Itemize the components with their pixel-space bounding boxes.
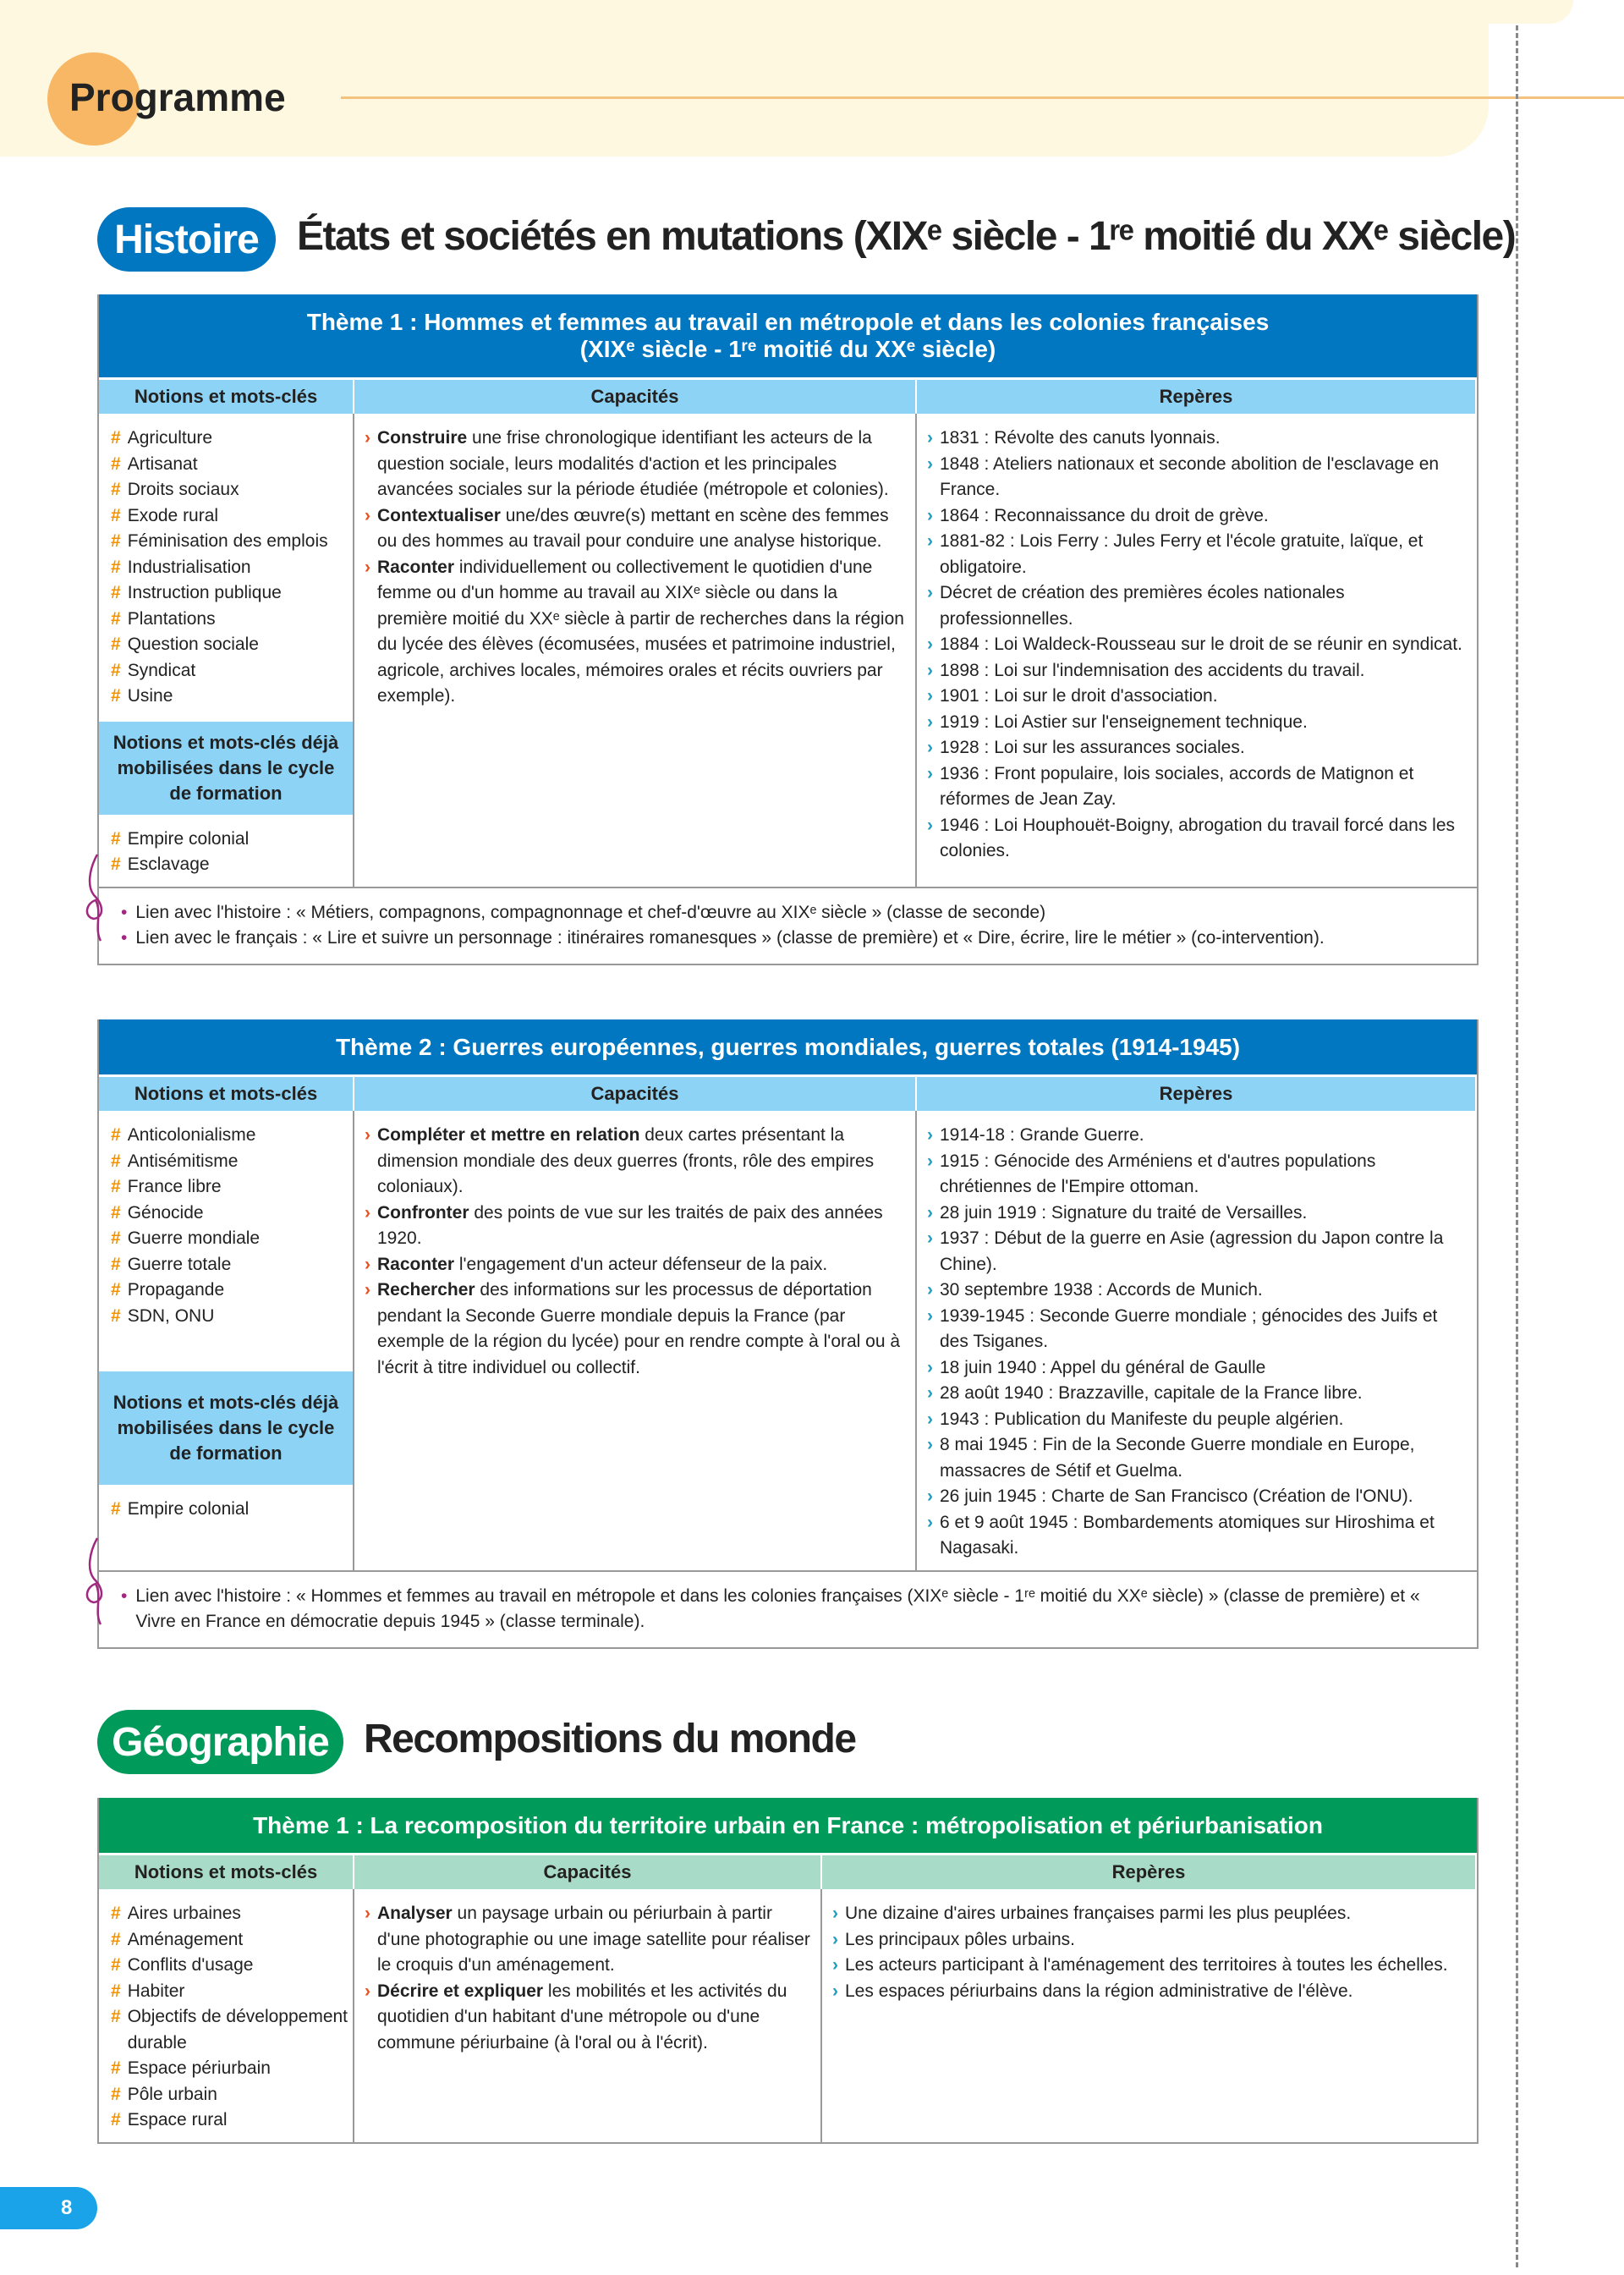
capacite-text — [377, 555, 905, 710]
notion-label: Anticolonialisme — [127, 1125, 256, 1145]
notion-label: Génocide — [127, 1202, 204, 1223]
hash-icon: # — [111, 428, 121, 448]
notion-label: Pôle urbain — [127, 2084, 217, 2104]
hash-icon: # — [111, 505, 121, 525]
hash-icon: # — [111, 635, 121, 654]
capacite-item — [365, 503, 905, 555]
lien-item — [121, 1584, 1455, 1635]
capacite-desc: individuellement ou collectivement le quotidien d'une femme ou d'un homme au travail au XIXᵉ siècle ou dans la première moitié du XXᵉ siècle à partir de recherches dans la région du lycée des élèves (écomusées, musées et patrimoine industriel, agricole, archives locales, mémoires orales et récits ouvriers par exemple). — [377, 557, 904, 706]
column-header: Notions et mots-clés — [99, 1077, 354, 1111]
capacite-text — [377, 1201, 905, 1252]
repere-item — [927, 1149, 1467, 1201]
repere-item — [927, 710, 1467, 736]
repere-text: Les acteurs participant à l'aménagement des territoires à toutes les échelles. — [845, 1955, 1448, 1975]
chevron-icon: › — [365, 557, 370, 577]
repere-text: 1939-1945 : Seconde Guerre mondiale ; génocides des Juifs et des Tsiganes. — [940, 1305, 1438, 1351]
capacite-verb: Construire — [377, 428, 468, 448]
notion-item — [99, 1979, 353, 2005]
notion-item — [99, 2107, 353, 2134]
notion-label: Esclavage — [127, 854, 210, 874]
notion-label: Instruction publique — [127, 583, 282, 602]
hash-icon: # — [111, 1904, 121, 1923]
capacite-text — [377, 1252, 905, 1278]
notion-item — [99, 2082, 353, 2108]
theme-header — [99, 294, 1477, 377]
repere-text: Les espaces périurbains dans la région administrative de l'élève. — [845, 1981, 1353, 2001]
notion-label: Guerre totale — [127, 1254, 232, 1274]
notion-label: Objectifs de développement durable — [127, 2007, 348, 2052]
capacite-desc: un paysage urbain ou périurbain à partir d'une photographie ou une image satellite pour réaliser le croquis d'un aménagement. — [377, 1904, 810, 1975]
hash-icon: # — [111, 1177, 121, 1196]
hash-icon: # — [111, 1499, 121, 1519]
chevron-icon: › — [927, 1357, 933, 1377]
lien-text: Lien avec l'histoire : « Métiers, compagnons, compagnonnage et chef-d'œuvre au XIXᵉ siècle » (classe de seconde) — [135, 902, 1046, 922]
bullet-icon: • — [121, 928, 128, 948]
repere-text: 1915 : Génocide des Arméniens et d'autres populations chrétiennes de l'Empire ottoman. — [940, 1151, 1376, 1196]
capacite-desc: une/des œuvre(s) mettant en scène des femmes ou des hommes au travail pour conduire une analyse historique. — [377, 505, 889, 551]
capacites-cell — [354, 1889, 822, 2142]
capacite-item — [365, 426, 905, 503]
chevron-icon: › — [927, 1151, 933, 1171]
reperes-cell — [917, 1111, 1477, 1570]
chevron-icon: › — [927, 531, 933, 551]
repere-text: 1881-82 : Lois Ferry : Jules Ferry et l'école gratuite, laïque, et obligatoire. — [940, 531, 1424, 577]
repere-item — [927, 452, 1467, 503]
capacite-item — [365, 1901, 810, 1979]
chevron-icon: › — [927, 712, 933, 732]
table-body — [99, 1889, 1477, 2142]
notion-item — [99, 477, 353, 503]
repere-text: 1928 : Loi sur les assurances sociales. — [940, 738, 1245, 757]
capacite-text — [377, 503, 905, 555]
chevron-icon: › — [927, 686, 933, 706]
loop-icon — [82, 1536, 116, 1638]
theme-title-line: (XIXᵉ siècle - 1ʳᵉ moitié du XXᵉ siècle) — [579, 336, 996, 362]
repere-text: Décret de création des premières écoles nationales professionnelles. — [940, 583, 1345, 629]
capacite-item — [365, 1252, 905, 1278]
notion-item — [99, 555, 353, 581]
notion-item — [99, 632, 353, 658]
lien-item — [121, 900, 1455, 926]
chevron-icon: › — [927, 1280, 933, 1300]
chevron-icon: › — [832, 1955, 838, 1975]
repere-item — [927, 1484, 1467, 1510]
notion-label: Empire colonial — [127, 828, 250, 849]
theme-table-histoire-1 — [97, 294, 1479, 965]
repere-item — [927, 1226, 1467, 1278]
reperes-cell — [822, 1889, 1477, 2142]
repere-text: 26 juin 1945 : Charte de San Francisco (Création de l'ONU). — [940, 1486, 1413, 1506]
chevron-icon: › — [927, 1435, 933, 1454]
repere-item — [927, 426, 1467, 452]
capacite-verb: Rechercher — [377, 1280, 475, 1300]
column-header: Repères — [822, 1855, 1477, 1889]
notion-item — [99, 852, 353, 878]
notion-item — [99, 1252, 353, 1278]
repere-item — [927, 813, 1467, 865]
repere-text: Une dizaine d'aires urbaines françaises parmi les plus peuplées. — [845, 1904, 1352, 1923]
theme-title-line: Thème 2 : Guerres européennes, guerres mondiales, guerres totales (1914-1945) — [335, 1033, 1241, 1060]
repere-item — [927, 1123, 1467, 1149]
repere-text: 6 et 9 août 1945 : Bombardements atomiques sur Hiroshima et Nagasaki. — [940, 1512, 1435, 1558]
capacite-verb: Contextualiser — [377, 505, 501, 525]
capacites-cell — [354, 1111, 917, 1570]
notion-label: Aménagement — [127, 1929, 244, 1949]
repere-item — [927, 658, 1467, 684]
repere-text: 18 juin 1940 : Appel du général de Gaulle — [940, 1357, 1266, 1377]
capacite-text — [377, 426, 905, 503]
notion-item — [99, 1497, 353, 1523]
hash-icon: # — [111, 1305, 121, 1326]
notions-cell — [99, 414, 354, 887]
table-body — [99, 414, 1477, 887]
chevron-icon: › — [927, 1305, 933, 1326]
repere-text: 1884 : Loi Waldeck-Rousseau sur le droit de se réunir en syndicat. — [940, 635, 1462, 654]
notion-item — [99, 2056, 353, 2082]
capacite-desc: des points de vue sur les traités de paix des années 1920. — [377, 1202, 883, 1248]
chevron-icon: › — [927, 583, 933, 602]
repere-item — [832, 1979, 1467, 2005]
repere-item — [927, 1304, 1467, 1355]
notion-label: Syndicat — [127, 660, 196, 680]
notion-label: Guerre mondiale — [127, 1228, 261, 1248]
chevron-icon: › — [832, 1904, 838, 1923]
notion-label: Espace rural — [127, 2110, 228, 2129]
notion-label: Plantations — [127, 608, 216, 629]
capacite-desc: l'engagement d'un acteur défenseur de la paix. — [454, 1254, 828, 1274]
notion-label: Habiter — [127, 1981, 185, 2001]
repere-item — [927, 1278, 1467, 1304]
chevron-icon: › — [927, 1409, 933, 1429]
repere-text: 1936 : Front populaire, lois sociales, accords de Matignon et réformes de Jean Zay. — [940, 763, 1414, 809]
chevron-icon: › — [927, 1383, 933, 1403]
header-banner-tab — [1328, 0, 1573, 24]
chevron-icon: › — [927, 660, 933, 680]
repere-text: 28 juin 1919 : Signature du traité de Versailles. — [940, 1202, 1308, 1223]
capacite-verb: Confronter — [377, 1202, 469, 1223]
chevron-icon: › — [927, 453, 933, 474]
hash-icon: # — [111, 583, 121, 602]
capacite-text — [377, 1278, 905, 1381]
page-title: Programme — [69, 75, 286, 119]
hash-icon: # — [111, 686, 121, 706]
repere-item — [927, 580, 1467, 632]
cut-line — [1516, 25, 1518, 2267]
histoire-badge: Histoire — [97, 207, 276, 272]
capacites-cell — [354, 414, 917, 887]
repere-item — [927, 735, 1467, 761]
notion-label: Question sociale — [127, 635, 259, 654]
theme-header — [99, 1019, 1477, 1074]
reperes-cell — [917, 414, 1477, 887]
chevron-icon: › — [365, 1981, 370, 2001]
repere-item — [927, 684, 1467, 710]
notion-label: Industrialisation — [127, 557, 251, 577]
notion-item — [99, 529, 353, 555]
theme-table-geographie-1 — [97, 1798, 1479, 2144]
notion-label: Artisanat — [127, 453, 198, 474]
notion-item — [99, 2004, 353, 2056]
repere-item — [927, 1381, 1467, 1407]
notion-item — [99, 1901, 353, 1927]
capacite-verb: Analyser — [377, 1904, 453, 1923]
hash-icon: # — [111, 480, 121, 499]
notion-item — [99, 1174, 353, 1201]
repere-item — [927, 1201, 1467, 1227]
notion-item — [99, 607, 353, 633]
notion-item — [99, 1226, 353, 1252]
theme-title-line: Thème 1 : La recomposition du territoire urbain en France : métropolisation et périurbanisation — [253, 1811, 1323, 1838]
chevron-icon: › — [927, 428, 933, 448]
capacite-desc: les mobilités et les activités du quotidien d'un habitant d'une métropole ou d'une commune périurbaine (à l'oral ou à l'écrit). — [377, 1981, 787, 2052]
repere-item — [832, 1953, 1467, 1979]
capacite-item — [365, 555, 905, 710]
hash-icon: # — [111, 2007, 121, 2026]
repere-text: 1864 : Reconnaissance du droit de grève. — [940, 505, 1269, 525]
bullet-icon: • — [121, 902, 128, 922]
repere-text: Les principaux pôles urbains. — [845, 1929, 1075, 1949]
notion-label: Antisémitisme — [127, 1151, 239, 1171]
hash-icon: # — [111, 1254, 121, 1274]
theme-title-line: Thème 1 : Hommes et femmes au travail en métropole et dans les colonies françaises — [306, 309, 1270, 335]
repere-text: 1898 : Loi sur l'indemnisation des accidents du travail. — [940, 660, 1365, 680]
repere-text: 30 septembre 1938 : Accords de Munich. — [940, 1280, 1263, 1300]
column-header: Notions et mots-clés — [99, 1855, 354, 1889]
theme-header — [99, 1798, 1477, 1853]
chevron-icon: › — [365, 1202, 370, 1223]
notion-label: Droits sociaux — [127, 480, 239, 499]
notion-label: Exode rural — [127, 505, 219, 525]
column-header: Capacités — [354, 380, 917, 414]
repere-item — [927, 529, 1467, 580]
repere-text: 1937 : Début de la guerre en Asie (agression du Japon contre la Chine). — [940, 1228, 1444, 1274]
chevron-icon: › — [927, 815, 933, 835]
chevron-icon: › — [927, 505, 933, 525]
liens-section — [99, 1570, 1477, 1647]
capacite-verb: Compléter et mettre en relation — [377, 1125, 640, 1145]
hash-icon: # — [111, 2058, 121, 2078]
notion-label: France libre — [127, 1177, 222, 1196]
repere-text: 1831 : Révolte des canuts lyonnais. — [940, 428, 1221, 448]
column-headers — [99, 1853, 1477, 1889]
capacite-item — [365, 1123, 905, 1201]
repere-item — [927, 503, 1467, 530]
page-number: 8 — [0, 2187, 97, 2229]
lien-text: Lien avec le français : « Lire et suivre un personnage : itinéraires romanesques » (classe de première) et « Dire, écrire, lire le métier » (co-intervention). — [135, 928, 1325, 948]
subheader-prior-notions: Notions et mots-clés déjà mobilisées dans le cycle de formation — [99, 722, 353, 815]
hash-icon: # — [111, 1151, 121, 1171]
notion-label: Propagande — [127, 1280, 225, 1300]
chevron-icon: › — [927, 1228, 933, 1248]
notion-item — [99, 827, 353, 853]
chevron-icon: › — [365, 505, 370, 525]
notion-item — [99, 1201, 353, 1227]
loop-icon — [82, 853, 116, 954]
histoire-title: États et sociétés en mutations (XIXᵉ siècle - 1ʳᵉ moitié du XXᵉ siècle) — [297, 214, 1516, 259]
column-header: Capacités — [354, 1077, 917, 1111]
repere-item — [927, 1407, 1467, 1433]
chevron-icon: › — [927, 1486, 933, 1506]
chevron-icon: › — [832, 1929, 838, 1949]
column-header: Notions et mots-clés — [99, 380, 354, 414]
hash-icon: # — [111, 2084, 121, 2104]
lien-item — [121, 926, 1455, 952]
chevron-icon: › — [927, 635, 933, 654]
notion-label: Aires urbaines — [127, 1904, 241, 1923]
notion-item — [99, 452, 353, 478]
notions-cell — [99, 1889, 354, 2142]
chevron-icon: › — [927, 1512, 933, 1532]
notion-item — [99, 658, 353, 684]
chevron-icon: › — [927, 763, 933, 783]
notion-item — [99, 1123, 353, 1149]
notion-label: Conflits d'usage — [127, 1955, 254, 1975]
hash-icon: # — [111, 828, 121, 849]
capacite-desc: une frise chronologique identifiant les acteurs de la question sociale, leurs modalités d'action et les principales avancées sociales sur la période étudiée (métropole et colonies). — [377, 428, 889, 499]
geographie-badge: Géographie — [97, 1710, 343, 1774]
repere-text: 1946 : Loi Houphouët-Boigny, abrogation du travail forcé dans les colonies. — [940, 815, 1456, 860]
capacite-text — [377, 1901, 810, 1979]
header-rule — [341, 96, 1624, 99]
notion-label: Espace périurbain — [127, 2058, 271, 2078]
repere-text: 8 mai 1945 : Fin de la Seconde Guerre mondiale en Europe, massacres de Sétif et Guelma. — [940, 1435, 1415, 1481]
column-header: Repères — [917, 1077, 1477, 1111]
column-header: Capacités — [354, 1855, 822, 1889]
hash-icon: # — [111, 1280, 121, 1300]
chevron-icon: › — [365, 1280, 370, 1300]
capacite-verb: Raconter — [377, 557, 455, 577]
repere-text: 1901 : Loi sur le droit d'association. — [940, 686, 1218, 706]
notion-label: Empire colonial — [127, 1499, 250, 1519]
repere-text: 1914-18 : Grande Guerre. — [940, 1125, 1144, 1145]
column-headers — [99, 1074, 1477, 1111]
chevron-icon: › — [927, 1125, 933, 1145]
notion-item — [99, 1953, 353, 1979]
capacite-item — [365, 1979, 810, 2057]
chevron-icon: › — [927, 1202, 933, 1223]
geographie-title: Recompositions du monde — [364, 1717, 856, 1761]
repere-item — [927, 1432, 1467, 1484]
hash-icon: # — [111, 1125, 121, 1145]
notion-item — [99, 1304, 353, 1330]
column-header: Repères — [917, 380, 1477, 414]
notion-item — [99, 580, 353, 607]
repere-text: 1848 : Ateliers nationaux et seconde abolition de l'esclavage en France. — [940, 453, 1440, 499]
repere-text: 1919 : Loi Astier sur l'enseignement technique. — [940, 712, 1308, 732]
hash-icon: # — [111, 557, 121, 577]
capacite-desc: deux cartes présentant la dimension mondiale des deux guerres (fronts, rôle des empires coloniaux). — [377, 1125, 875, 1196]
notion-item — [99, 684, 353, 710]
hash-icon: # — [111, 453, 121, 474]
table-body — [99, 1111, 1477, 1570]
bullet-icon: • — [121, 1585, 128, 1606]
capacite-desc: des informations sur les processus de déportation pendant la Seconde Guerre mondiale depuis la France (par exemple de la région du lycée) pour en rendre compte à l'oral ou à l'écrit à titre individuel ou collectif. — [377, 1280, 901, 1377]
hash-icon: # — [111, 1202, 121, 1223]
repere-text: 28 août 1940 : Brazzaville, capitale de la France libre. — [940, 1383, 1363, 1403]
subheader-prior-notions: Notions et mots-clés déjà mobilisées dans le cycle de formation — [99, 1371, 353, 1485]
chevron-icon: › — [365, 428, 370, 448]
repere-item — [927, 632, 1467, 658]
notion-item — [99, 503, 353, 530]
repere-item — [927, 1355, 1467, 1382]
hash-icon: # — [111, 854, 121, 874]
capacite-item — [365, 1201, 905, 1252]
notion-item — [99, 426, 353, 452]
notion-item — [99, 1927, 353, 1954]
hash-icon: # — [111, 660, 121, 680]
hash-icon: # — [111, 1929, 121, 1949]
capacite-text — [377, 1123, 905, 1201]
column-headers — [99, 377, 1477, 414]
notion-item — [99, 1149, 353, 1175]
notions-cell — [99, 1111, 354, 1570]
capacite-verb: Décrire et expliquer — [377, 1981, 544, 2001]
capacite-text — [377, 1979, 810, 2057]
hash-icon: # — [111, 1981, 121, 2001]
hash-icon: # — [111, 531, 121, 551]
notion-item — [99, 1278, 353, 1304]
notion-label: Usine — [127, 686, 173, 706]
hash-icon: # — [111, 1228, 121, 1248]
chevron-icon: › — [927, 738, 933, 757]
repere-item — [832, 1901, 1467, 1927]
hash-icon: # — [111, 608, 121, 629]
capacite-verb: Raconter — [377, 1254, 455, 1274]
liens-section — [99, 887, 1477, 964]
notion-label: SDN, ONU — [127, 1305, 215, 1326]
notion-label: Féminisation des emplois — [127, 531, 328, 551]
hash-icon: # — [111, 1955, 121, 1975]
hash-icon: # — [111, 2110, 121, 2129]
theme-table-histoire-2 — [97, 1019, 1479, 1649]
chevron-icon: › — [365, 1254, 370, 1274]
chevron-icon: › — [365, 1904, 370, 1923]
repere-item — [832, 1927, 1467, 1954]
repere-item — [927, 761, 1467, 813]
notion-label: Agriculture — [127, 428, 213, 448]
chevron-icon: › — [365, 1125, 370, 1145]
chevron-icon: › — [832, 1981, 838, 2001]
capacite-item — [365, 1278, 905, 1381]
repere-item — [927, 1510, 1467, 1562]
repere-text: 1943 : Publication du Manifeste du peuple algérien. — [940, 1409, 1344, 1429]
lien-text: Lien avec l'histoire : « Hommes et femmes au travail en métropole et dans les colonies françaises (XIXᵉ siècle - 1ʳᵉ moitié du XXᵉ siècle) » (classe de première) et « Vivre en France en démocratie depuis 1945 » (classe terminale). — [135, 1585, 1420, 1631]
